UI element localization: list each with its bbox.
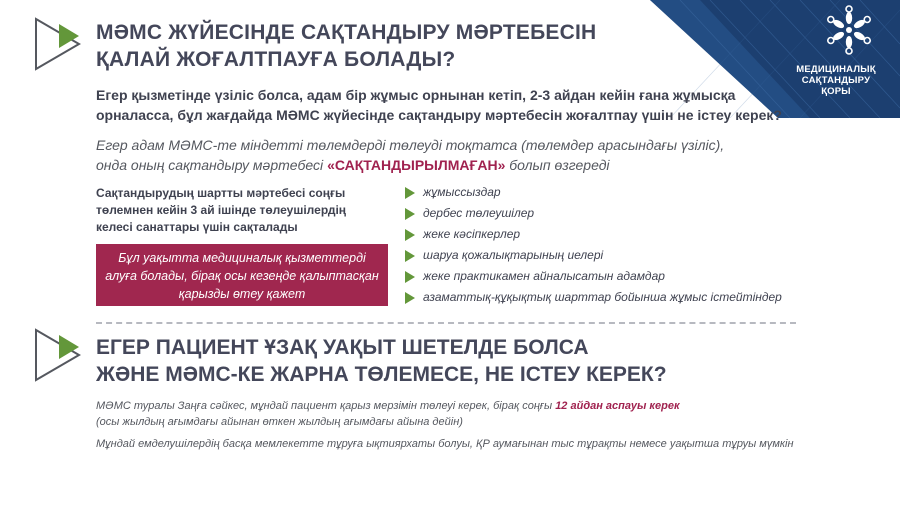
note-line-1: Егер адам МӘМС-те міндетті төлемдерді төлеуді тоқтатса (төлемдер арасындағы үзіліс),: [96, 137, 725, 153]
payer-categories-list: [405, 184, 782, 310]
green-bullet-icon: [405, 292, 415, 304]
law-line-1: [96, 398, 856, 414]
condition-line-3: келесі санаттары үшін сақталады: [96, 220, 298, 234]
category-label: жеке кәсіпкерлер: [423, 227, 521, 241]
category-label: дербес төлеушілер: [423, 206, 535, 220]
section2-title: [96, 334, 667, 388]
category-label: азаматтық-құқықтық шарттар бойынша жұмыс істейтіндер: [423, 290, 782, 304]
law-prefix: МӘМС туралы Заңға сәйкес, мұндай пациент қарыз мерзімін төлеуі керек, бірақ соңғы: [96, 400, 556, 412]
list-item: [405, 268, 782, 289]
uninsured-status-highlight: «САҚТАНДЫРЫЛМАҒАН»: [327, 157, 506, 173]
condition-line-1: Сақтандырудың шартты мәртебесі соңғы: [96, 186, 346, 200]
section1-arrow-icon: [33, 16, 83, 72]
category-label: жұмыссыздар: [423, 185, 501, 199]
section2-title-line-1: ЕГЕР ПАЦИЕНТ ҰЗАҚ УАҚЫТ ШЕТЕЛДЕ БОЛСА: [96, 336, 589, 359]
callout-line-1: Бұл уақытта медициналық қызметтерді: [118, 251, 366, 265]
note-line-2: [96, 155, 816, 175]
note-suffix: болып өзгереді: [505, 157, 610, 173]
callout-line-3: қарызды өтеу қажет: [178, 287, 306, 301]
services-callout-box: [96, 244, 388, 306]
logo-line-3: ҚОРЫ: [821, 86, 851, 97]
green-bullet-icon: [405, 208, 415, 220]
list-item: [405, 247, 782, 268]
green-bullet-icon: [405, 229, 415, 241]
condition-line-2: төлемнен кейін 3 ай ішінде төлеушілердің: [96, 203, 347, 217]
section1-title-line-1: МӘМС ЖҮЙЕСІНДЕ САҚТАНДЫРУ МӘРТЕБЕСІН: [96, 21, 597, 44]
section2-arrow-icon: [33, 327, 83, 383]
section-divider: [96, 322, 796, 324]
logo-line-1: МЕДИЦИНАЛЫҚ: [796, 64, 876, 75]
status-note: [96, 135, 816, 175]
green-bullet-icon: [405, 271, 415, 283]
green-bullet-icon: [405, 187, 415, 199]
note-prefix: онда оның сақтандыру мәртебесі: [96, 157, 328, 173]
intro-line-1: Егер қызметінде үзіліс болса, адам бір жұмыс орнынан кетіп, 2-3 айдан кейін ғана жұмысқа: [96, 87, 736, 103]
law-line-2: (осы жылдың ағымдағы айынан өткен жылдың ағымдағы айына дейін): [96, 416, 463, 428]
section1-title-line-2: ҚАЛАЙ ЖОҒАЛТПАУҒА БОЛАДЫ?: [96, 48, 456, 71]
section1-intro-question: [96, 85, 826, 125]
twelve-months-highlight: 12 айдан аспауы керек: [555, 400, 680, 412]
section2-title-line-2: ЖӘНЕ МӘМС-КЕ ЖАРНА ТӨЛЕМЕСЕ, НЕ ІСТЕУ КЕРЕК?: [96, 363, 667, 386]
conditional-status-text: [96, 185, 396, 236]
law-explanation: [96, 398, 856, 452]
logo-line-2: САҚТАНДЫРУ: [801, 75, 871, 86]
callout-line-2: алуға болады, бірақ осы кезеңде қалыптасқан: [105, 269, 379, 283]
intro-line-2: орналасса, бұл жағдайда МӘМС жүйесінде сақтандыру мәртебесін жоғалтпау үшін не істеу керек?: [96, 107, 782, 123]
law-line-3: Мұндай емделушілердің басқа мемлекетте тұруға ықтиярхаты болуы, ҚР аумағынан тыс тұрақты немесе уақытша тұруы мүмкін: [96, 438, 794, 450]
green-bullet-icon: [405, 250, 415, 262]
list-item: [405, 226, 782, 247]
category-label: жеке практикамен айналысатын адамдар: [423, 269, 665, 283]
section1-title: [96, 19, 596, 73]
list-item: [405, 184, 782, 205]
list-item: [405, 289, 782, 310]
list-item: [405, 205, 782, 226]
category-label: шаруа қожалықтарының иелері: [423, 248, 604, 262]
